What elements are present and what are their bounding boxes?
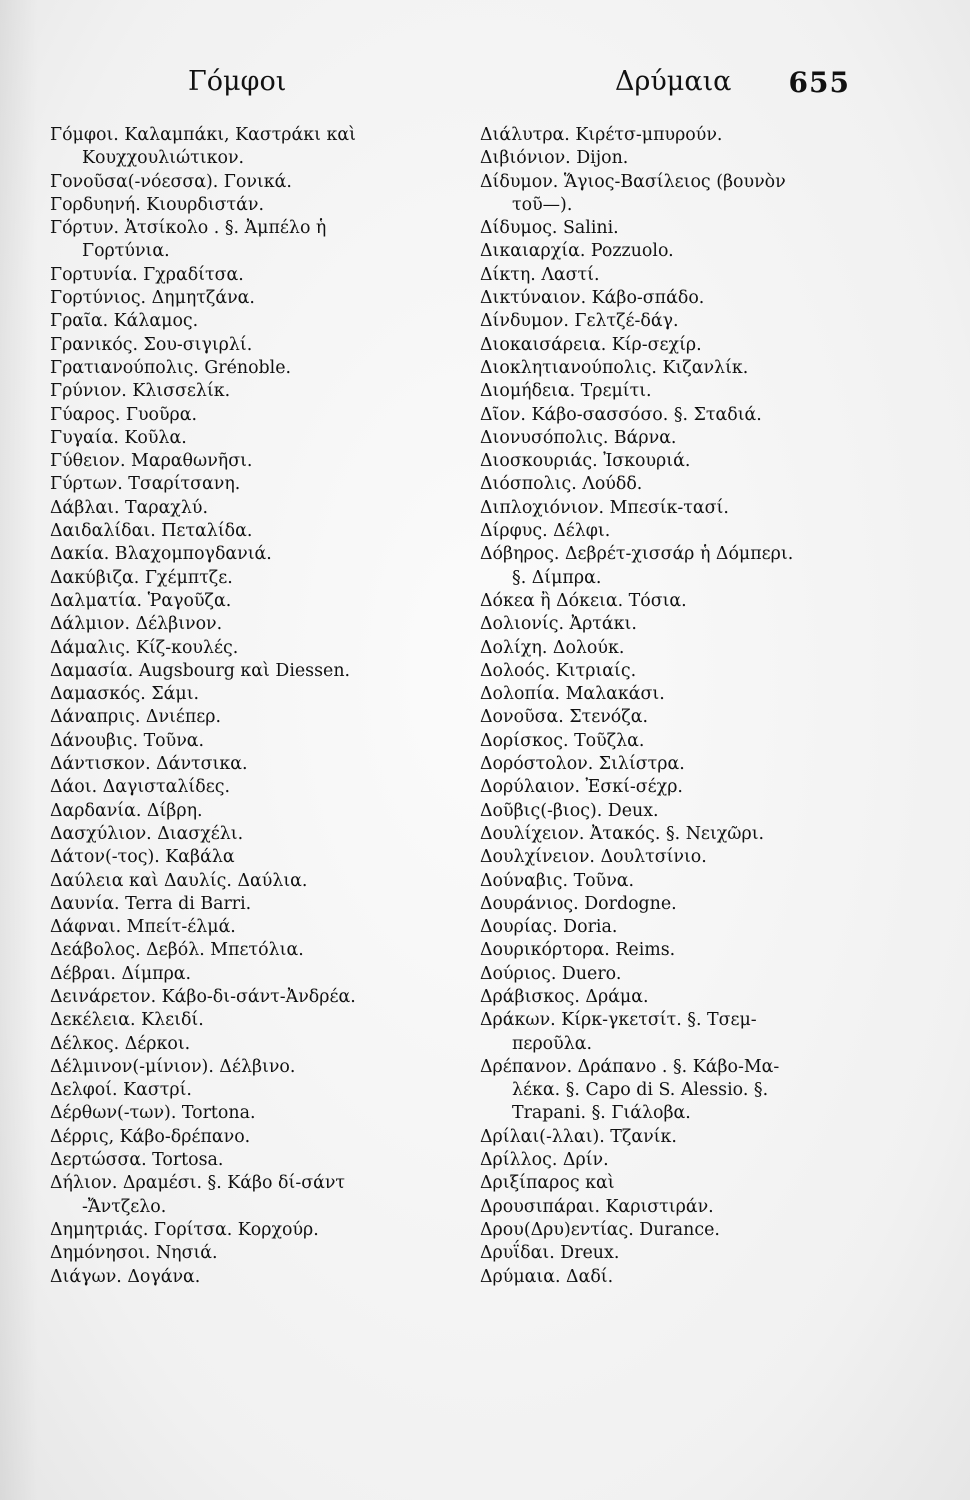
dictionary-entry-line: Διπλοχιόνιον. Μπεσίκ-τασί.: [480, 497, 729, 518]
dictionary-entry-line: Trapani. §. Γιάλοβα.: [512, 1103, 691, 1124]
dictionary-entry-line: Διάγων. Δογάνα.: [50, 1266, 201, 1287]
dictionary-entry-line: Διοκαισάρεια. Κίρ-σεχίρ.: [480, 334, 702, 355]
dictionary-entry-line: Δημόνησοι. Νησιά.: [50, 1243, 218, 1264]
dictionary-entry-line: Γορτυνία. Γχραδίτσα.: [50, 264, 244, 285]
left-running-head: Γόμφοι: [188, 66, 287, 97]
dictionary-entry-line: Δάοι. Δαγισταλίδες.: [50, 777, 230, 798]
dictionary-entry-line: Δάναπρις. Δνιέπερ.: [50, 707, 222, 728]
page-edge-shadow: [0, 0, 38, 1500]
right-column: [480, 124, 870, 1289]
dictionary-entry-line: Δοῦβις(-βιος). Deux.: [480, 800, 659, 821]
dictionary-entry-line: Δόβηρος. Δεβρέτ-χισσάρ ἡ Δόμπερι.: [480, 544, 794, 565]
dictionary-entry-line: Δουράνιος. Dordogne.: [480, 893, 677, 914]
dictionary-entry-line: Δαρδανία. Δίβρη.: [50, 800, 203, 821]
dictionary-entry-line: Γονοῦσα(-νόεσσα). Γονικά.: [50, 171, 292, 192]
dictionary-entry-line: Δρουσιπάραι. Καριστιράν.: [480, 1196, 714, 1217]
dictionary-entry-line: Γραῖα. Κάλαμος.: [50, 311, 199, 332]
dictionary-entry-line: Δολοπία. Μαλακάσι.: [480, 684, 665, 705]
dictionary-entry-line: Διόσπολις. Λούδδ.: [480, 474, 643, 495]
dictionary-entry-line: Δάμαλις. Κίζ-κουλές.: [50, 637, 239, 658]
right-running-head: Δρύμαια: [615, 66, 732, 97]
dictionary-entry-line: Γρανικός. Σου-σιγιρλί.: [50, 334, 253, 355]
dictionary-entry-line: Δεινάρετον. Κάβο-δι-σάντ-Ἀνδρέα.: [50, 986, 356, 1007]
dictionary-entry-line: Δεκέλεια. Κλειδί.: [50, 1010, 204, 1031]
dictionary-entry-line: Δολίχη. Δολούκ.: [480, 637, 625, 658]
dictionary-entry-line: Δῖον. Κάβο-σασσόσο. §. Σταδιά.: [480, 404, 762, 425]
dictionary-entry-line: Δουρίας. Doria.: [480, 917, 618, 938]
dictionary-entry-line: Δούριος. Duero.: [480, 963, 622, 984]
dictionary-entry-line: Δαμασία. Augsbourg καὶ Diessen.: [50, 660, 351, 681]
dictionary-entry-line: Δουλχίνειον. Δουλτσίνιο.: [480, 847, 707, 868]
dictionary-entry-line: Διοκλητιανούπολις. Κιζανλίκ.: [480, 357, 749, 378]
dictionary-entry-line: Διβιόνιον. Dijon.: [480, 148, 629, 169]
dictionary-entry-line: Δίρφυς. Δέλφι.: [480, 521, 611, 542]
dictionary-entry-line: Δέλκος. Δέρκοι.: [50, 1033, 191, 1054]
dictionary-entry-line: Δούναβις. Τοῦνα.: [480, 870, 635, 891]
dictionary-entry-line: Διάλυτρα. Κιρέτσ-μπυρούν.: [480, 125, 723, 145]
dictionary-entry-line: Δριξίπαρος καὶ: [480, 1173, 615, 1194]
dictionary-entry-line: Δάβλαι. Ταραχλύ.: [50, 497, 208, 518]
dictionary-entry-line: Γρύνιον. Κλισσελίκ.: [50, 381, 231, 402]
dictionary-entry-line: Γορδυηνή. Κιουρδιστάν.: [50, 194, 264, 215]
dictionary-entry-line: Δέλμινον(-μίνιον). Δέλβινο.: [50, 1056, 296, 1077]
dictionary-entry-line: Δεάβολος. Δεβόλ. Μπετόλια.: [50, 940, 304, 961]
dictionary-entry-line: Γόρτυν. Ἀτσίκολο . §. Ἀμπέλο ἡ: [50, 218, 327, 239]
dictionary-entry-line: Διονυσόπολις. Βάρνα.: [480, 427, 677, 448]
dictionary-entry-line: Γύθειον. Μαραθωνῆσι.: [50, 451, 253, 472]
dictionary-entry-line: τοῦ—).: [512, 194, 573, 215]
dictionary-entry-line: Δρύμαια. Δαδί.: [480, 1266, 614, 1287]
dictionary-entry-line: Δουρικόρτορα. Reims.: [480, 940, 676, 961]
dictionary-entry-line: §. Δίμπρα.: [512, 567, 602, 588]
dictionary-entry-line: Γυγαία. Κοῦλα.: [50, 427, 187, 448]
dictionary-entry-line: Δολοός. Κιτριαίς.: [480, 660, 637, 681]
dictionary-entry-line: Δρου(Δρυ)εντίας. Durance.: [480, 1219, 720, 1240]
dictionary-entry-line: Δαλματία. Ῥαγοῦζα.: [50, 590, 232, 611]
dictionary-entry-line: Δάνουβις. Τοῦνα.: [50, 730, 205, 751]
dictionary-entry-line: Δελφοί. Καστρί.: [50, 1080, 192, 1101]
dictionary-entry-line: Δαυνία. Terra di Barri.: [50, 893, 252, 914]
dictionary-entry-line: Δρίλαι(-λλαι). Τζανίκ.: [480, 1126, 677, 1147]
dictionary-entry-line: Δάλμιον. Δέλβινον.: [50, 614, 223, 635]
dictionary-entry-line: Δίνδυμον. Γελτζέ-δάγ.: [480, 311, 679, 332]
dictionary-entry-line: Δορόστολον. Σιλίστρα.: [480, 754, 685, 775]
dictionary-entry-line: Δέβραι. Δίμπρα.: [50, 963, 192, 984]
dictionary-entry-line: Δρέπανον. Δράπανο . §. Κάβο-Μα-: [480, 1056, 780, 1077]
dictionary-entry-line: Δερτώσσα. Tortosa.: [50, 1150, 224, 1171]
dictionary-entry-line: Δονοῦσα. Στενόζα.: [480, 707, 648, 728]
dictionary-entry-line: Δουλίχειον. Ἀτακός. §. Νειχῶρι.: [480, 823, 765, 844]
dictionary-entry-line: Δέρθων(-των). Tortona.: [50, 1103, 256, 1124]
dictionary-entry-line: Δορίσκος. Τοῦζλα.: [480, 730, 645, 751]
dictionary-entry-line: Δαιδαλίδαι. Πεταλίδα.: [50, 521, 253, 542]
dictionary-entry-line: Δακύβιζα. Γχέμπτζε.: [50, 567, 233, 588]
dictionary-entry-line: Γρατιανούπολις. Grénoble.: [50, 357, 292, 378]
dictionary-entry-line: Δάτον(-τος). Καβάλα: [50, 847, 235, 868]
dictionary-entry-line: Δέρρις, Κάβο-δρέπανο.: [50, 1126, 251, 1147]
dictionary-entry-line: Δορύλαιον. Ἐσκί-σέχρ.: [480, 777, 683, 798]
dictionary-entry-line: λέκα. §. Capo di S. Alessio. §.: [512, 1080, 769, 1101]
dictionary-entry-line: -Ἄντζελο.: [82, 1196, 167, 1217]
dictionary-entry-line: Δαύλεια καὶ Δαυλίς. Δαύλια.: [50, 870, 308, 891]
left-column: [50, 124, 460, 1289]
dictionary-entry-line: Γύρτων. Τσαρίτσανη.: [50, 474, 241, 495]
dictionary-entry-line: Δράκων. Κίρκ-γκετσίτ. §. Τσεμ-: [480, 1010, 757, 1031]
dictionary-entry-line: Γορτύνιος. Δημητζάνα.: [50, 288, 255, 309]
dictionary-entry-line: Δάφναι. Μπείτ-έλμά.: [50, 917, 236, 938]
dictionary-entry-line: Δόκεα ἢ Δόκεια. Τόσια.: [480, 590, 687, 611]
dictionary-entry-line: Δικαιαρχία. Pozzuolo.: [480, 241, 674, 262]
dictionary-entry-line: Δήλιον. Δραμέσι. §. Κάβο δί-σάντ: [50, 1173, 346, 1194]
dictionary-entry-line: Δαμασκός. Σάμι.: [50, 684, 200, 705]
dictionary-entry-line: Δίδυμος. Salini.: [480, 218, 619, 239]
dictionary-entry-line: Δικτύναιον. Κάβο-σπάδο.: [480, 288, 705, 309]
dictionary-entry-line: Δημητριάς. Γορίτσα. Κορχούρ.: [50, 1219, 319, 1240]
dictionary-entry-line: Γύαρος. Γυοῦρα.: [50, 404, 198, 425]
dictionary-entry-line: Δάντισκον. Δάντσικα.: [50, 754, 248, 775]
dictionary-entry-line: Δράβισκος. Δράμα.: [480, 986, 649, 1007]
page-number: 655: [788, 66, 850, 99]
dictionary-entry-line: Κουχχουλιώτικον.: [82, 148, 245, 169]
running-header: [40, 66, 850, 106]
dictionary-entry-line: Γόμφοι. Καλαμπάκι, Καστράκι καὶ: [50, 125, 356, 145]
dictionary-entry-line: Δρυΐδαι. Dreux.: [480, 1243, 620, 1264]
dictionary-entry-line: Δακία. Βλαχομπογδανιά.: [50, 544, 272, 565]
dictionary-entry-line: Γορτύνια.: [82, 241, 170, 262]
dictionary-entry-line: Δίκτη. Λαστί.: [480, 264, 600, 285]
dictionary-entry-line: Δρίλλος. Δρίν.: [480, 1150, 609, 1171]
dictionary-entry-line: Διοσκουριάς. Ἰσκουριά.: [480, 451, 691, 472]
dictionary-entry-line: περοῦλα.: [512, 1033, 592, 1054]
dictionary-entry-line: Δίδυμον. Ἅγιος-Βασίλειος (βουνὸν: [480, 171, 786, 192]
dictionary-entry-line: Δολιονίς. Ἀρτάκι.: [480, 614, 637, 635]
dictionary-entry-line: Δασχύλιον. Διασχέλι.: [50, 823, 244, 844]
dictionary-entry-line: Διομήδεια. Τρεμίτι.: [480, 381, 652, 402]
